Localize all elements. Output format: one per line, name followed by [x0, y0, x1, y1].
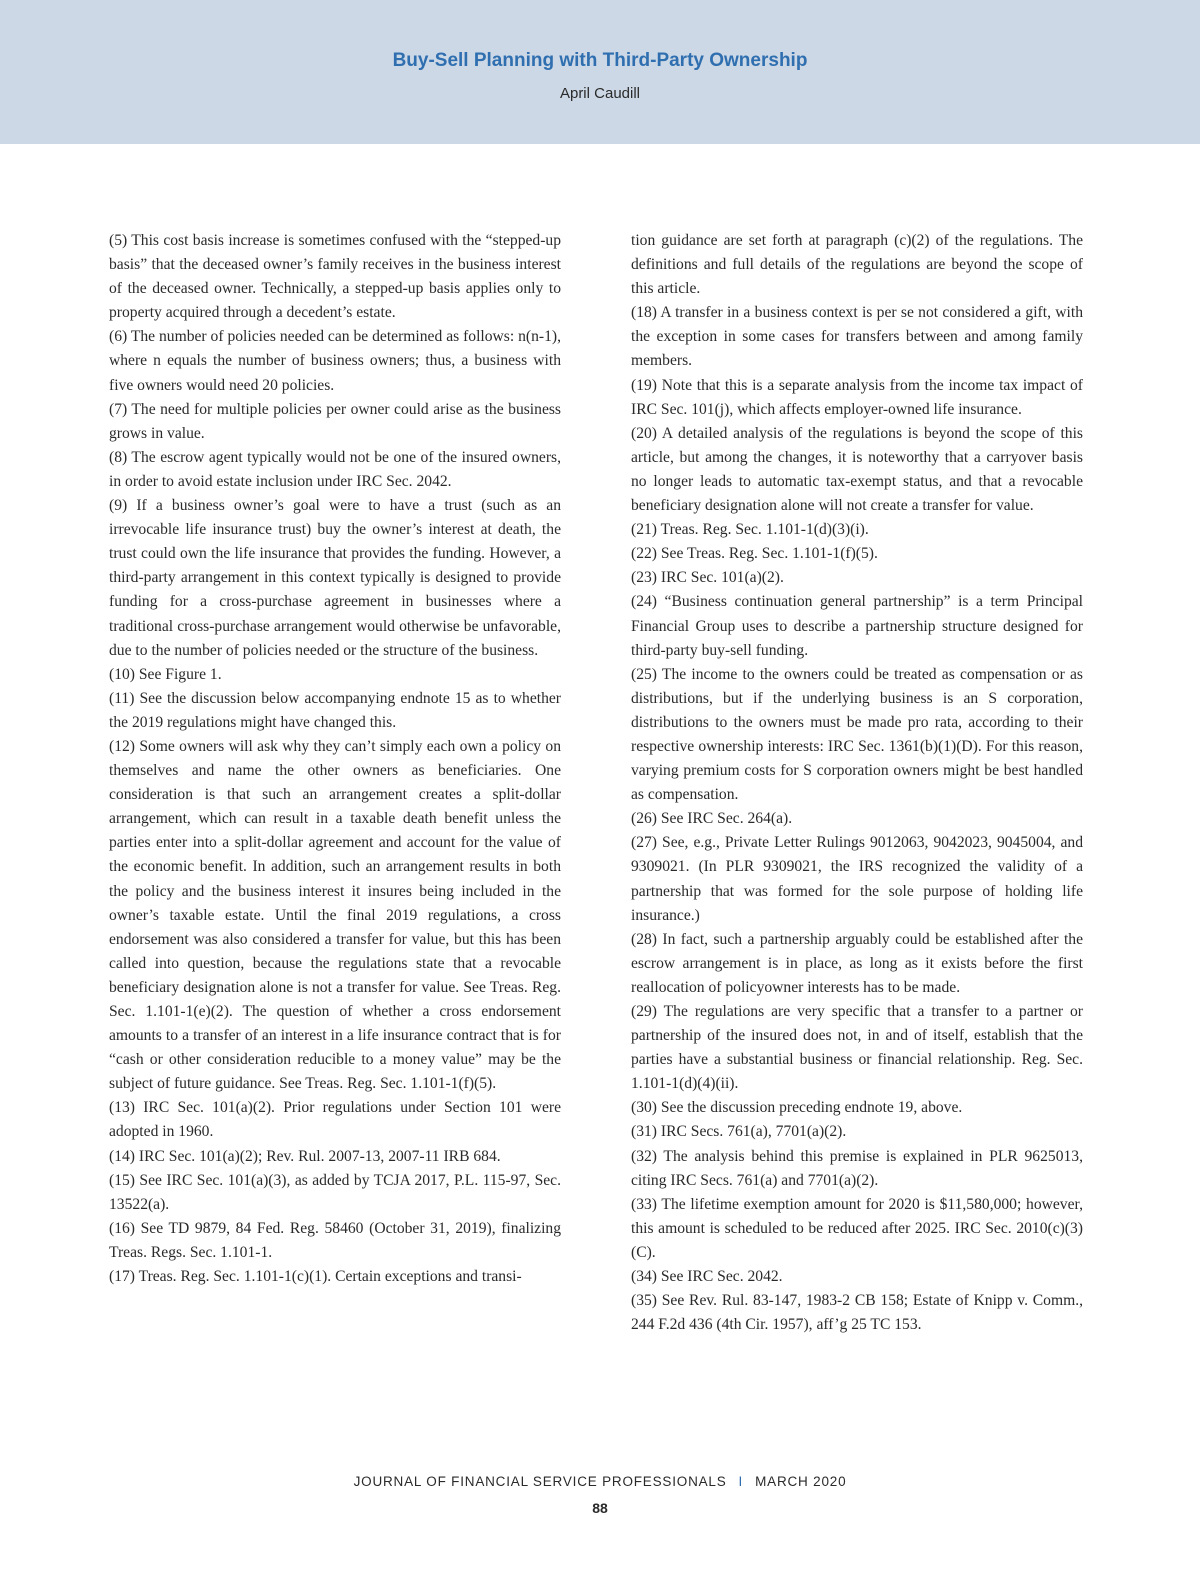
endnote-27: (27) See, e.g., Private Letter Rulings 9012063, 9042023, 9045004, and 9309021. (In PLR 9309021, the IRS recognized the validity of a partnership that was formed for the sole purpose of holding life insurance.)	[631, 834, 1083, 924]
endnote-31: (31) IRC Secs. 761(a), 7701(a)(2).	[631, 1123, 847, 1141]
endnote-28: (28) In fact, such a partnership arguably could be established after the escrow arrangement is in place, as long as it exists before the first reallocation of policyowner interests has to be made.	[631, 930, 1083, 996]
endnote-21: (21) Treas. Reg. Sec. 1.101-1(d)(3)(i).	[631, 521, 869, 539]
endnote-17: (17) Treas. Reg. Sec. 1.101-1(c)(1). Certain exceptions and transi-	[109, 1268, 522, 1286]
article-title: Buy-Sell Planning with Third-Party Ownership	[392, 50, 808, 71]
endnote-16: (16) See TD 9879, 84 Fed. Reg. 58460 (October 31, 2019), finalizing Treas. Regs. Sec. 1.101-1.	[109, 1219, 561, 1261]
endnote-33: (33) The lifetime exemption amount for 2020 is $11,580,000; however, this amount is scheduled to be reduced after 2025. IRC Sec. 2010(c)(3)(C).	[631, 1195, 1083, 1261]
endnote-25: (25) The income to the owners could be treated as compensation or as distributions, but if the underlying business is an S corporation, distributions to the owners must be made pro rata, according to their respective ownership interests: IRC Sec. 1361(b)(1)(D). For this reason, varying premium costs for S corporation owners might be best handled as compensation.	[631, 665, 1083, 804]
endnote-15: (15) See IRC Sec. 101(a)(3), as added by TCJA 2017, P.L. 115-97, Sec. 13522(a).	[109, 1171, 561, 1213]
endnote-19: (19) Note that this is a separate analysis from the income tax impact of IRC Sec. 101(j), which affects employer-owned life insurance.	[631, 376, 1083, 418]
endnote-26: (26) See IRC Sec. 264(a).	[631, 810, 793, 828]
endnotes-left-column	[109, 229, 561, 1289]
endnote-20: (20) A detailed analysis of the regulations is beyond the scope of this article, but among the changes, it is noteworthy that a carryover basis no longer leads to automatic tax-exempt status, and that a revocable beneficiary designation alone will not create a transfer for value.	[631, 424, 1083, 515]
endnote-29: (29) The regulations are very specific that a transfer to a partner or partnership of the insured does not, in and of itself, establish that the parties have a substantial business or financial relationship. Reg. Sec. 1.101-1(d)(4)(ii).	[631, 1003, 1083, 1093]
endnote-24: (24) “Business continuation general partnership” is a term Principal Financial Group uses to describe a partnership structure designed for third-party buy-sell funding.	[631, 593, 1083, 659]
endnote-23: (23) IRC Sec. 101(a)(2).	[631, 569, 784, 587]
endnote-11: (11) See the discussion below accompanying endnote 15 as to whether the 2019 regulations might have changed this.	[109, 689, 561, 731]
endnote-18: (18) A transfer in a business context is per se not considered a gift, with the exception in some cases for transfers between and among family members.	[631, 304, 1083, 370]
endnote-7: (7) The need for multiple policies per owner could arise as the business grows in value.	[109, 400, 561, 442]
endnote-32: (32) The analysis behind this premise is explained in PLR 9625013, citing IRC Secs. 761(a) and 7701(a)(2).	[631, 1147, 1083, 1189]
endnote-12: (12) Some owners will ask why they can’t simply each own a policy on themselves and name the other owners as beneficiaries. One consideration is that such an arrangement creates a split-dollar arrangement, which can result in a taxable death benefit unless the parties enter into a split-dollar agreement and account for the value of the economic benefit. In addition, such an arrangement results in both the policy and the business interest it insures being included in the owner’s taxable estate. Until the final 2019 regulations, a cross endorsement was also considered a transfer for value, but this has been called into question, because the regulations state that a revocable beneficiary designation alone is not a transfer for value. See Treas. Reg. Sec. 1.101-1(e)(2). The question of whether a cross endorsement amounts to a transfer of an interest in a life insurance contract that is for “cash or other consideration reducible to a money value” may be the subject of future guidance. See Treas. Reg. Sec. 1.101-1(f)(5).	[109, 737, 561, 1093]
footer-separator: I	[738, 1474, 744, 1489]
endnote-9: (9) If a business owner’s goal were to have a trust (such as an irrevocable life insurance trust) buy the owner’s interest at death, the trust could own the life insurance that provides the funding. However, a third-party arrangement in this context typically is designed to provide funding for a cross-purchase agreement in businesses where a traditional cross-purchase arrangement would otherwise be unfavorable, due to the number of policies needed or the structure of the business.	[109, 497, 561, 659]
endnote-6: (6) The number of policies needed can be determined as follows: n(n-1), where n equals the number of business owners; thus, a business with five owners would need 20 policies.	[109, 328, 561, 394]
endnote-35: (35) See Rev. Rul. 83-147, 1983-2 CB 158; Estate of Knipp v. Comm., 244 F.2d 436 (4th Cir. 1957), aff’g 25 TC 153.	[631, 1292, 1083, 1334]
endnote-14: (14) IRC Sec. 101(a)(2); Rev. Rul. 2007-13, 2007-11 IRB 684.	[109, 1147, 501, 1165]
endnote-10: (10) See Figure 1.	[109, 665, 222, 683]
endnote-34: (34) See IRC Sec. 2042.	[631, 1268, 783, 1286]
issue-date: MARCH 2020	[755, 1474, 847, 1489]
endnote-17-continued: tion guidance are set forth at paragraph (c)(2) of the regulations. The definitions and full details of the regulations are beyond the scope of this article.	[631, 232, 1083, 298]
endnote-30: (30) See the discussion preceding endnote 19, above.	[631, 1099, 963, 1117]
endnote-5: (5) This cost basis increase is sometimes confused with the “stepped-up basis” that the deceased owner’s family receives in the business interest of the deceased owner. Technically, a stepped-up basis applies only to property acquired through a decedent’s estate.	[109, 232, 561, 322]
header-band	[0, 0, 1200, 144]
endnote-22: (22) See Treas. Reg. Sec. 1.101-1(f)(5).	[631, 545, 878, 563]
footer-journal-line	[0, 1474, 1200, 1489]
journal-name: JOURNAL OF FINANCIAL SERVICE PROFESSIONALS	[353, 1474, 727, 1489]
page-number: 88	[592, 1500, 608, 1516]
endnotes-right-column	[631, 229, 1083, 1337]
endnote-13: (13) IRC Sec. 101(a)(2). Prior regulations under Section 101 were adopted in 1960.	[109, 1099, 561, 1141]
endnote-8: (8) The escrow agent typically would not be one of the insured owners, in order to avoid estate inclusion under IRC Sec. 2042.	[109, 448, 561, 490]
article-author: April Caudill	[559, 85, 641, 102]
